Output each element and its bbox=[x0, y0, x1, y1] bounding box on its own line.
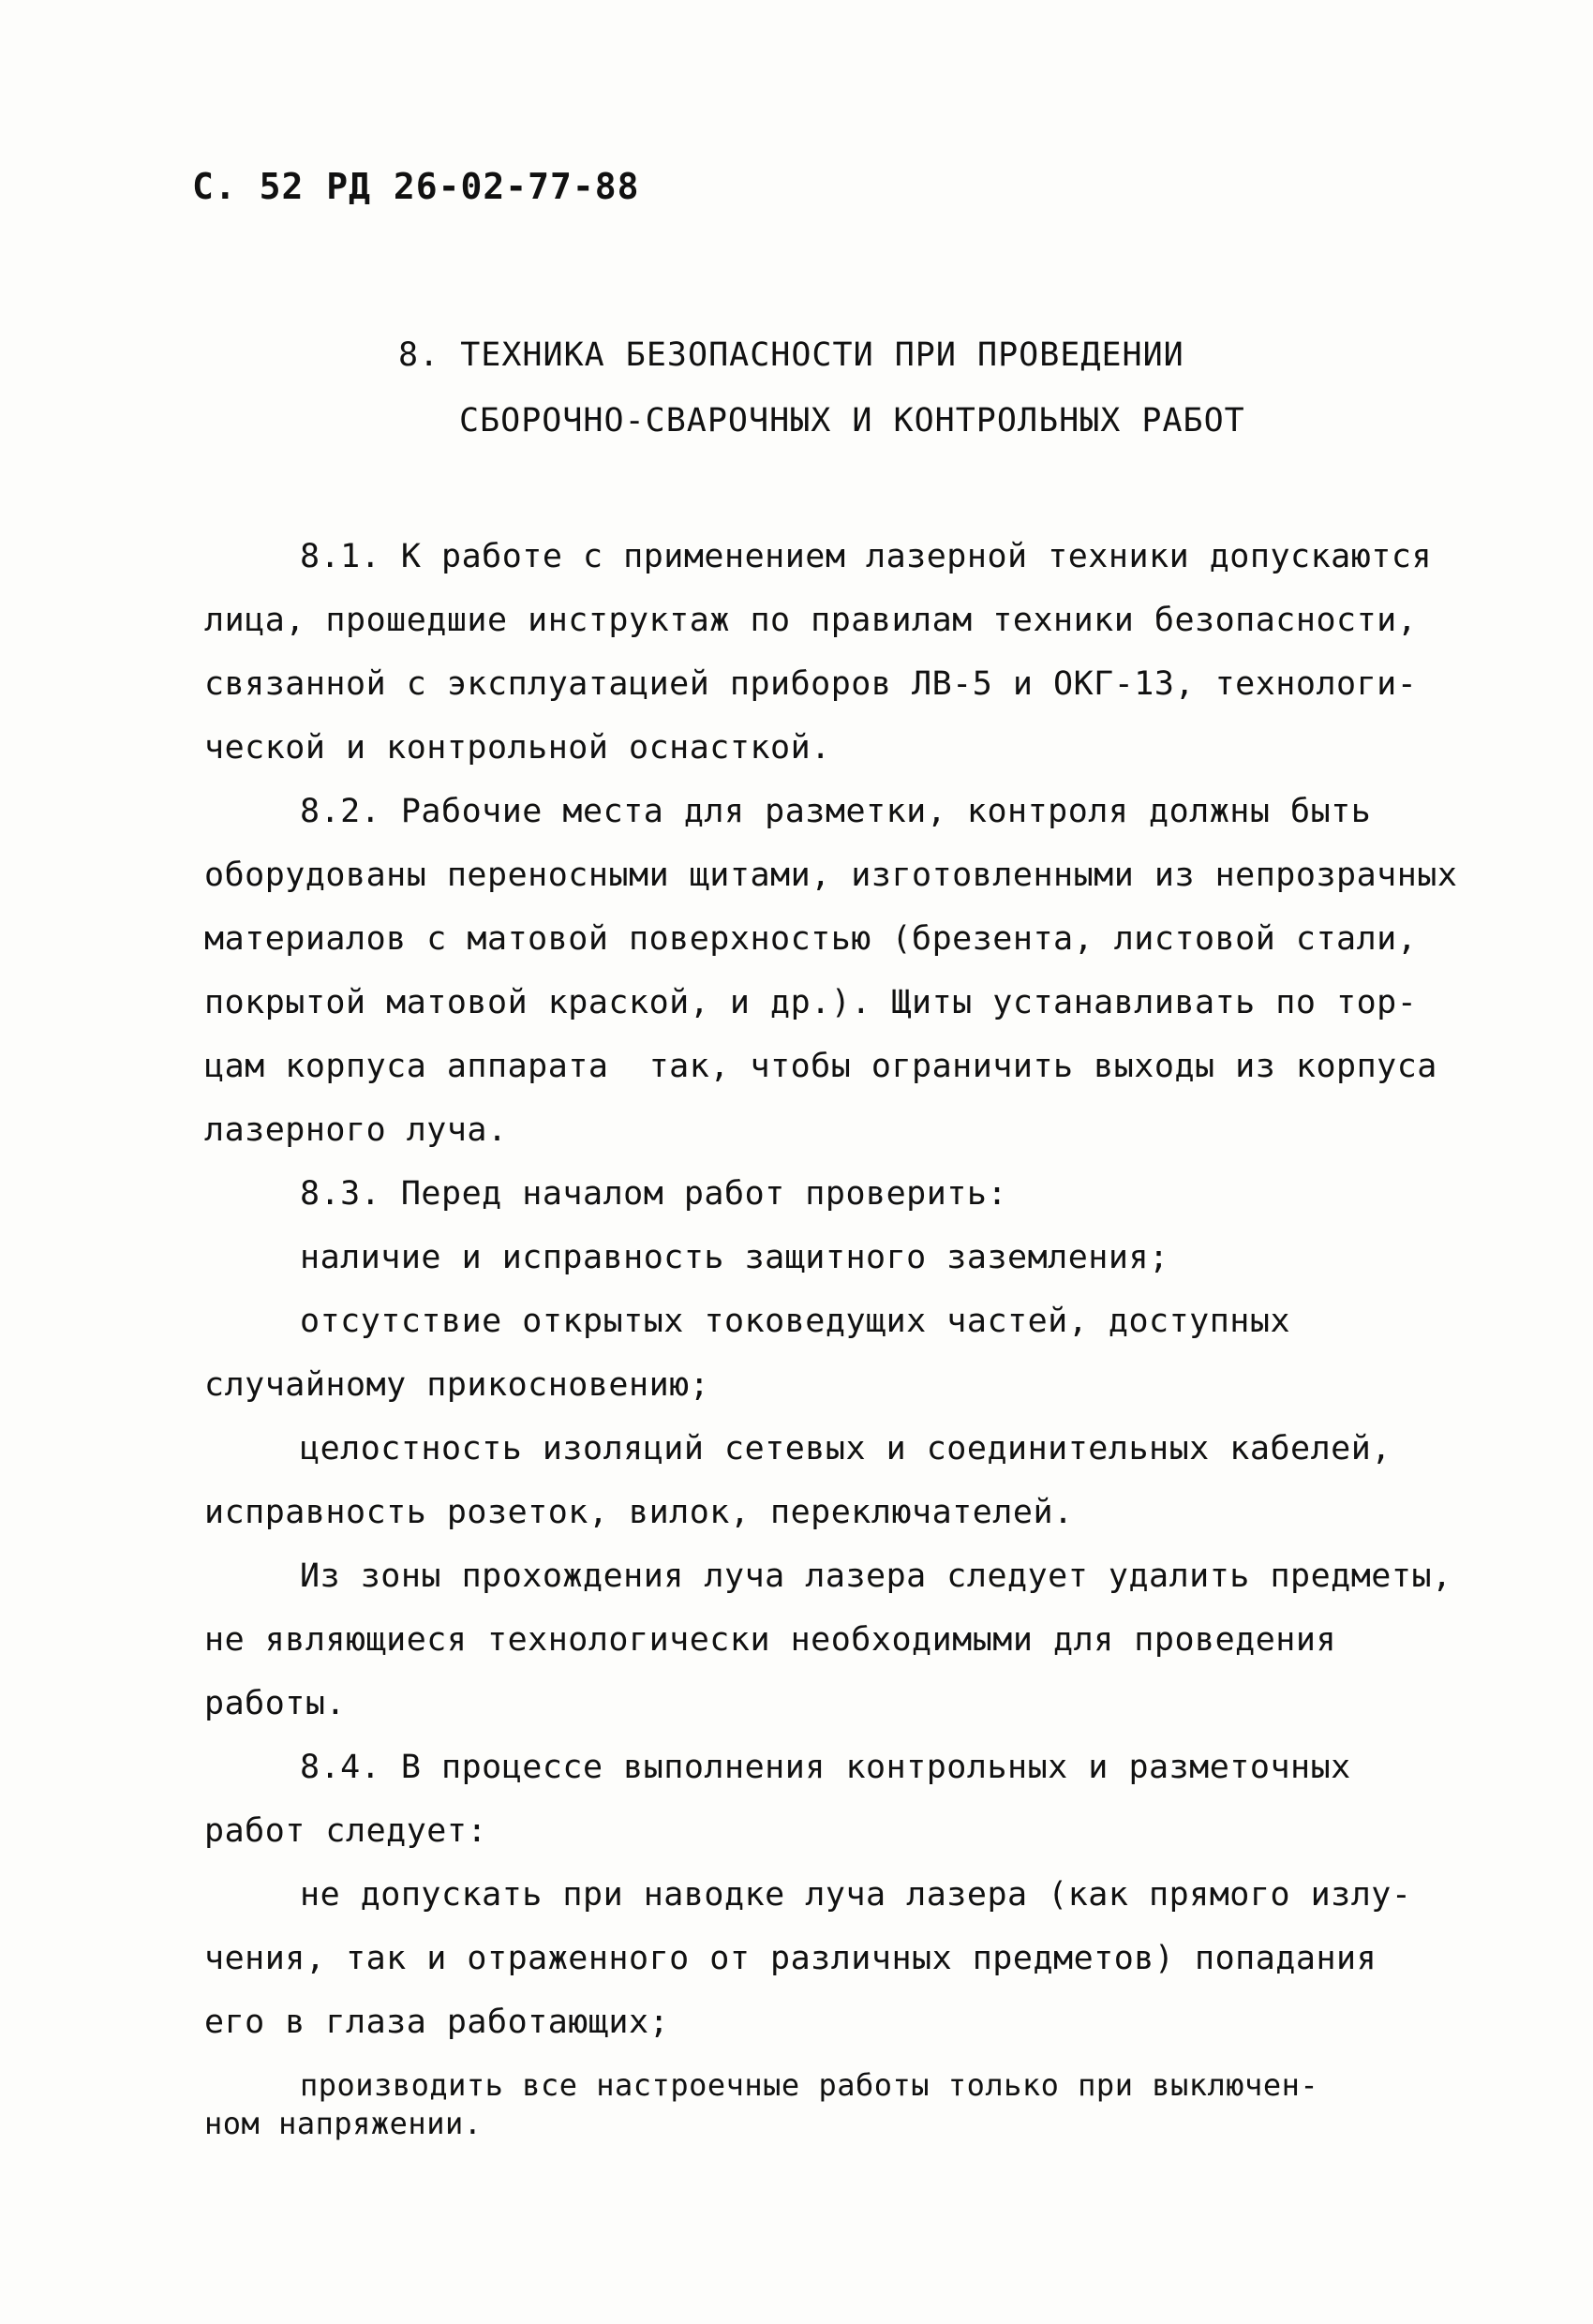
paragraph-8-3-line-8: не являющиеся технологически необходимыми для проведения bbox=[204, 1621, 1337, 1659]
page-header: С. 52 РД 26-02-77-88 bbox=[192, 166, 640, 207]
paragraph-8-1-line-1: 8.1. К работе с применением лазерной техники допускаются bbox=[300, 538, 1433, 575]
paragraph-8-2-line-2: оборудованы переносными щитами, изготовленными из непрозрачных bbox=[204, 857, 1458, 894]
paragraph-8-3-line-2: наличие и исправность защитного заземления; bbox=[300, 1239, 1169, 1276]
paragraph-8-4-line-6: производить все настроечные работы только при выключен- bbox=[300, 2067, 1319, 2103]
paragraph-8-2-line-6: лазерного луча. bbox=[204, 1111, 508, 1149]
paragraph-8-3-line-4: случайному прикосновению; bbox=[204, 1366, 710, 1404]
paragraph-8-4-line-1: 8.4. В процессе выполнения контрольных и разметочных bbox=[300, 1749, 1351, 1786]
section-title-line-2: СБОРОЧНО-СВАРОЧНЫХ И КОНТРОЛЬНЫХ РАБОТ bbox=[459, 402, 1245, 439]
paragraph-8-1-line-3: связанной с эксплуатацией приборов ЛВ-5 и ОКГ-13, технологи- bbox=[204, 665, 1418, 703]
paragraph-8-3-line-9: работы. bbox=[204, 1685, 347, 1722]
paragraph-8-3-line-5: целостность изоляций сетевых и соединительных кабелей, bbox=[300, 1430, 1392, 1467]
paragraph-8-3-line-6: исправность розеток, вилок, переключателей. bbox=[204, 1494, 1074, 1531]
paragraph-8-4-line-2: работ следует: bbox=[204, 1812, 488, 1850]
paragraph-8-3-line-3: отсутствие открытых токоведущих частей, доступных bbox=[300, 1303, 1291, 1340]
paragraph-8-1-line-4: ческой и контрольной оснасткой. bbox=[204, 729, 831, 767]
paragraph-8-3-line-7: Из зоны прохождения луча лазера следует удалить предметы, bbox=[300, 1557, 1452, 1595]
paragraph-8-2-line-4: покрытой матовой краской, и др.). Щиты устанавливать по тор- bbox=[204, 984, 1418, 1021]
paragraph-8-1-line-2: лица, прошедшие инструктаж по правилам техники безопасности, bbox=[204, 602, 1418, 639]
paragraph-8-2-line-3: материалов с матовой поверхностью (брезента, листовой стали, bbox=[204, 920, 1418, 958]
section-title-line-1: 8. ТЕХНИКА БЕЗОПАСНОСТИ ПРИ ПРОВЕДЕНИИ bbox=[398, 336, 1184, 374]
paragraph-8-3-line-1: 8.3. Перед началом работ проверить: bbox=[300, 1175, 1008, 1213]
paragraph-8-4-line-3: не допускать при наводке луча лазера (как прямого излу- bbox=[300, 1876, 1412, 1914]
paragraph-8-4-line-5: его в глаза работающих; bbox=[204, 2004, 670, 2041]
paragraph-8-2-line-5: цам корпуса аппарата так, чтобы ограничить выходы из корпуса bbox=[204, 1048, 1437, 1085]
paragraph-8-4-line-4: чения, так и отраженного от различных предметов) попадания bbox=[204, 1940, 1377, 1977]
paragraph-8-2-line-1: 8.2. Рабочие места для разметки, контроля должны быть bbox=[300, 793, 1372, 830]
paragraph-8-4-line-7: ном напряжении. bbox=[204, 2106, 483, 2141]
